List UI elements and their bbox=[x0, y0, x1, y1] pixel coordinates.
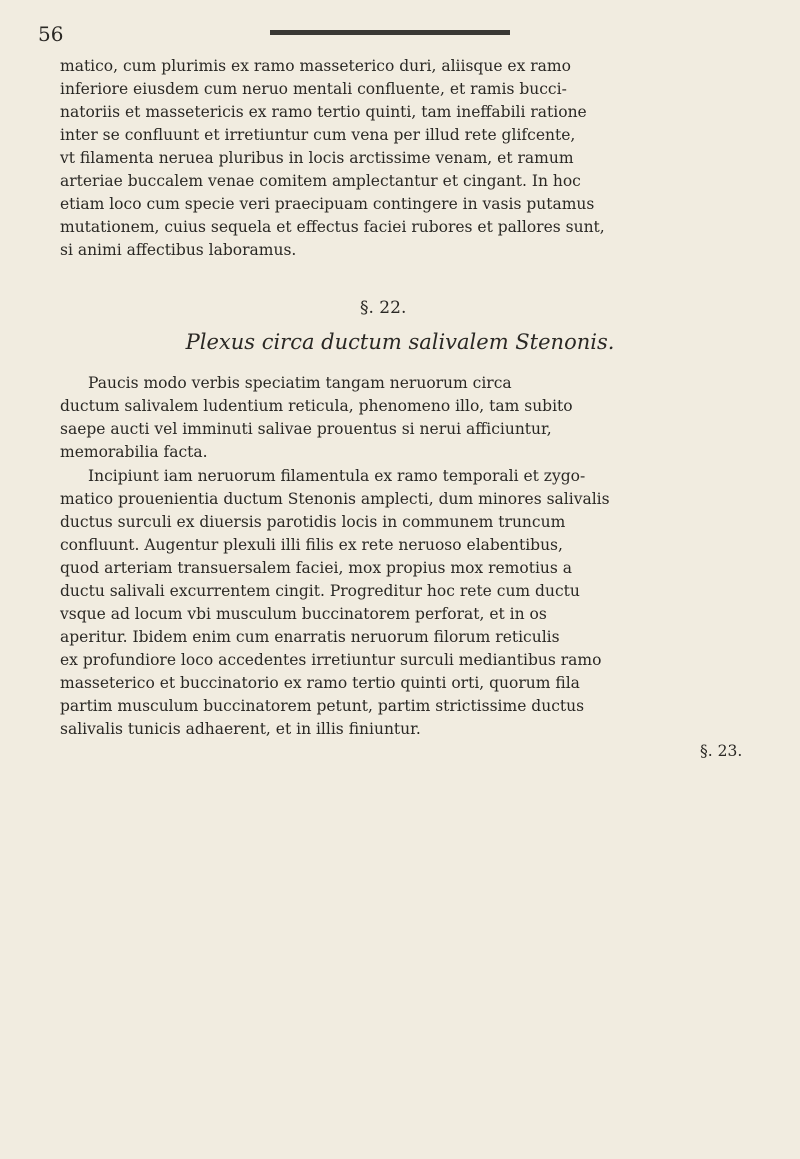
text-line: ductus surculi ex diuersis parotidis locis in communem truncum bbox=[60, 513, 566, 531]
paragraph-3 bbox=[60, 465, 760, 741]
text-line: natoriis et massetericis ex ramo tertio quinti, tam ineffabili ratione bbox=[60, 103, 587, 121]
paragraph-1 bbox=[60, 55, 760, 262]
text-line: ductu salivali excurrentem cingit. Progreditur hoc rete cum ductu bbox=[60, 582, 580, 600]
text-line: confluunt. Augentur plexuli illi filis ex rete neruoso elabentibus, bbox=[60, 536, 563, 554]
text-line: matico, cum plurimis ex ramo masseterico duri, aliisque ex ramo bbox=[60, 57, 571, 75]
paragraph-2 bbox=[60, 372, 760, 464]
text-line: salivalis tunicis adhaerent, et in illis finiuntur. bbox=[60, 720, 421, 738]
text-line: partim musculum buccinatorem petunt, partim strictissime ductus bbox=[60, 697, 585, 715]
text-line: memorabilia facta. bbox=[60, 443, 208, 461]
text-line: Incipiunt iam neruorum filamentula ex ramo temporali et zygo- bbox=[88, 467, 586, 485]
section-heading: Plexus circa ductum salivalem Stenonis. bbox=[185, 330, 615, 354]
text-line: masseterico et buccinatorio ex ramo tertio quinti orti, quorum fila bbox=[60, 674, 580, 692]
page-number: 56 bbox=[38, 22, 64, 46]
text-line: etiam loco cum specie veri praecipuam contingere in vasis putamus bbox=[60, 195, 595, 213]
text-line: ex profundiore loco accedentes irretiuntur surculi mediantibus ramo bbox=[60, 651, 602, 669]
text-line: ductum salivalem ludentium reticula, phenomeno illo, tam subito bbox=[60, 397, 573, 415]
text-line: si animi affectibus laboramus. bbox=[60, 241, 297, 259]
header-rule bbox=[270, 30, 510, 35]
text-line: matico prouenientia ductum Stenonis amplecti, dum minores salivalis bbox=[60, 490, 610, 508]
text-line: aperitur. Ibidem enim cum enarratis neruorum filorum reticulis bbox=[60, 628, 560, 646]
text-line: inter se confluunt et irretiuntur cum vena per illud rete glifcente, bbox=[60, 126, 576, 144]
text-line: vt filamenta neruea pluribus in locis arctissime venam, et ramum bbox=[60, 149, 574, 167]
text-line: Paucis modo verbis speciatim tangam neruorum circa bbox=[88, 374, 512, 392]
text-line: arteriae buccalem venae comitem amplectantur et cingant. In hoc bbox=[60, 172, 581, 190]
section-number: §. 22. bbox=[360, 298, 407, 318]
text-line: mutationem, cuius sequela et effectus faciei rubores et pallores sunt, bbox=[60, 218, 605, 236]
text-line: vsque ad locum vbi musculum buccinatorem perforat, et in os bbox=[60, 605, 547, 623]
catchword: §. 23. bbox=[700, 742, 743, 760]
text-line: inferiore eiusdem cum neruo mentali confluente, et ramis bucci- bbox=[60, 80, 567, 98]
text-line: quod arteriam transuersalem faciei, mox propius mox remotius a bbox=[60, 559, 573, 577]
text-line: saepe aucti vel imminuti salivae prouentus si nerui afficiuntur, bbox=[60, 420, 552, 438]
